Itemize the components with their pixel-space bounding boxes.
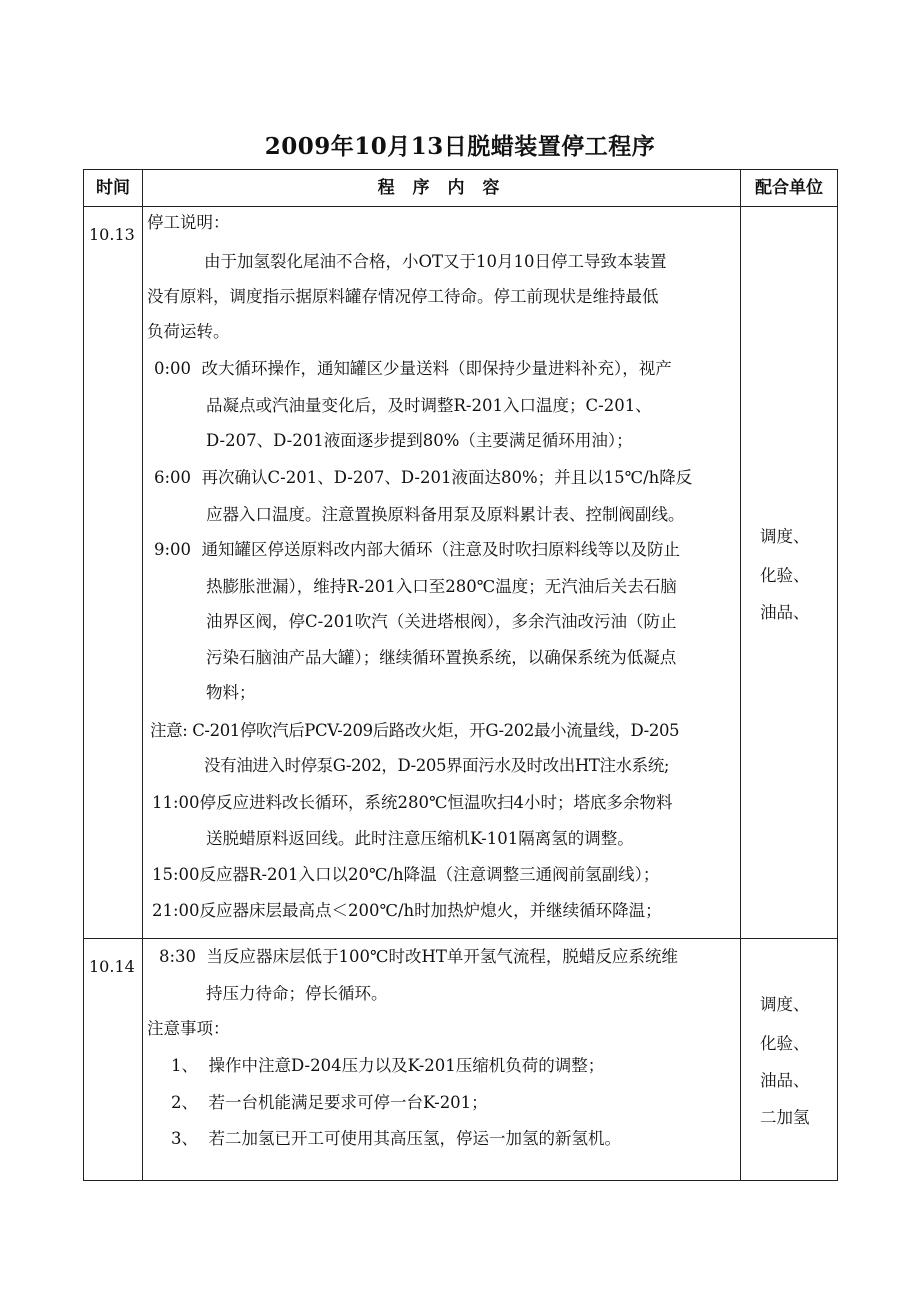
table-left-border: [83, 169, 84, 1181]
row2-line: 3、 若二加氢已开工可使用其高压氢，停运一加氢的新氢机。: [171, 1129, 621, 1148]
row1-unit: 调度、: [760, 527, 810, 546]
row1-line: 9:00 通知罐区停送原料改内部大循环（注意及时吹扫原料线等以及防止: [154, 540, 681, 559]
row2-unit: 调度、: [760, 995, 810, 1014]
row1-line: 油界区阀，停C-201吹汽（关进塔根阀），多余汽油改污油（防止: [206, 612, 677, 631]
row2-unit: 化验、: [760, 1034, 810, 1053]
row1-line: 物料；: [206, 683, 256, 702]
row1-line: 负荷运转。: [147, 322, 230, 341]
row1-line: 停工说明：: [147, 213, 230, 232]
table-bottom-border: [83, 1180, 838, 1181]
row1-line: 没有油进入时停泵G-202，D-205界面污水及时改出HT注水系统;: [204, 756, 670, 775]
row1-line: 11:00停反应进料改长循环，系统280℃恒温吹扫4小时；塔底多余物料: [152, 793, 673, 812]
row2-line: 1、 操作中注意D-204压力以及K-201压缩机负荷的调整；: [171, 1056, 605, 1075]
row1-line: 由于加氢裂化尾油不合格，小OT又于10月10日停工导致本装置: [204, 252, 667, 271]
row1-line: 没有原料，调度指示据原料罐存情况停工待命。停工前现状是维持最低: [147, 287, 659, 306]
row1-line: 6:00 再次确认C-201、D-207、D-201液面达80%；并且以15℃/h降反: [154, 468, 693, 487]
row2-line: 2、 若一台机能满足要求可停一台K-201；: [171, 1093, 488, 1112]
header-time: 时间: [96, 178, 130, 198]
row2-unit: 二加氢: [760, 1108, 810, 1127]
row1-line: 0:00 改大循环操作，通知罐区少量送料（即保持少量进料补充），视产: [154, 359, 672, 378]
row1-line: 应器入口温度。注意置换原料备用泵及原料累计表、控制阀副线。: [206, 505, 685, 524]
row1-line: 15:00反应器R-201入口以20℃/h降温（注意调整三通阀前氢副线）；: [152, 865, 660, 884]
time-column-divider: [142, 169, 143, 1181]
row2-line: 注意事项：: [147, 1019, 230, 1038]
row1-line: 品凝点或汽油量变化后，及时调整R-201入口温度；C-201、: [206, 396, 652, 415]
row2-unit: 油品、: [760, 1071, 810, 1090]
unit-column-divider: [740, 169, 741, 1181]
header-content: 程 序 内 容: [377, 178, 506, 198]
row1-line: 热膨胀泄漏），维持R-201入口至280℃温度；无汽油后关去石脑: [206, 577, 677, 596]
row2-line: 8:30 当反应器床层低于100℃时改HT单开氢气流程，脱蜡反应系统维: [159, 947, 678, 966]
table-right-border: [837, 169, 838, 1181]
row1-line: 21:00反应器床层最高点＜200℃/h时加热炉熄火，并继续循环降温；: [152, 901, 662, 920]
row1-bottom-border: [83, 938, 838, 939]
header-unit: 配合单位: [755, 178, 823, 198]
row1-time: 10.13: [89, 225, 135, 244]
header-bottom-border: [83, 206, 838, 207]
row1-line: 注意: C-201停吹汽后PCV-209后路改火炬，开G-202最小流量线，D-205: [150, 721, 680, 740]
row1-line: D-207、D-201液面逐步提到80%（主要满足循环用油）；: [206, 431, 633, 450]
page-title: 2009年10月13日脱蜡装置停工程序: [264, 133, 656, 160]
row1-unit: 化验、: [760, 566, 810, 585]
row2-line: 持压力待命；停长循环。: [206, 984, 388, 1003]
row2-time: 10.14: [89, 957, 135, 976]
row1-line: 污染石脑油产品大罐）；继续循环置换系统，以确保系统为低凝点: [206, 648, 677, 667]
row1-line: 送脱蜡原料返回线。此时注意压缩机K-101隔离氢的调整。: [206, 829, 634, 848]
row1-unit: 油品、: [760, 603, 810, 622]
